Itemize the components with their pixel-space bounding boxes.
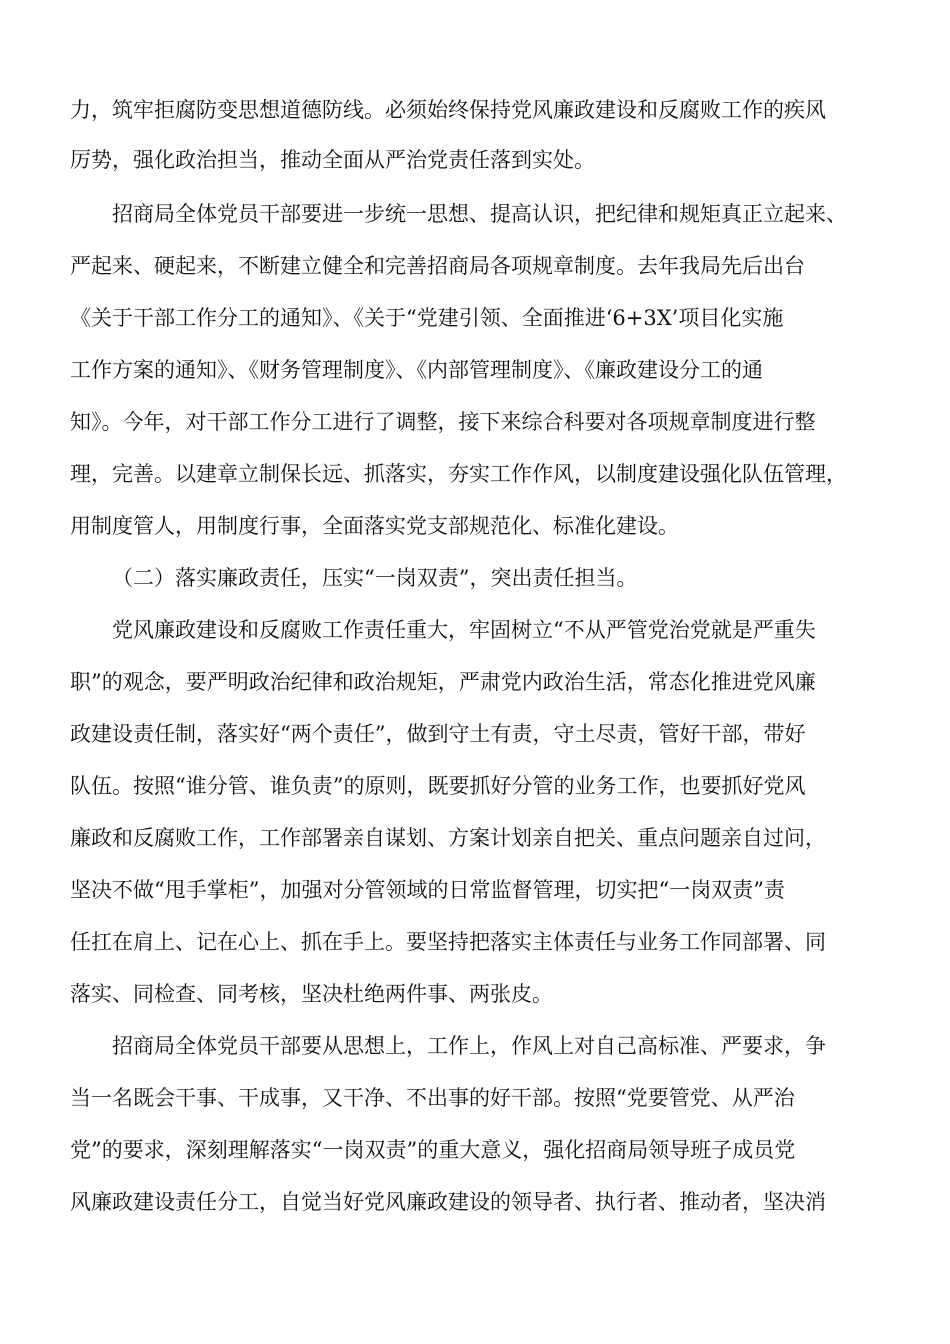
text-line [0, 248, 950, 284]
line-text: 用制度管人，用制度行事，全面落实党支部规范化、标准化建设。 [70, 514, 679, 538]
line-text: 工作方案的通知》、《财务管理制度》、《内部管理制度》、《廉政建设分工的通 [70, 358, 763, 382]
line-text: 队伍。按照“谁分管、谁负责”的原则，既要抓好分管的业务工作，也要抓好党风 [70, 774, 806, 798]
text-line [0, 508, 950, 544]
line-text: 《关于干部工作分工的通知》、《关于“党建引领、全面推进‘6+3X’项目化实施 [70, 306, 784, 330]
line-text: 招商局全体党员干部要进一步统一思想、提高认识，把纪律和规矩真正立起来、 [112, 202, 847, 226]
line-text: 当一名既会干事、干成事，又干净、不出事的好干部。按照“党要管党、从严治 [70, 1086, 795, 1110]
line-text: 力，筑牢拒腐防变思想道德防线。必须始终保持党风廉政建设和反腐败工作的疾风 [70, 98, 826, 122]
text-line [0, 92, 950, 128]
line-text: 理，完善。以建章立制保长远、抓落实，夯实工作作风，以制度建设强化队伍管理， [70, 462, 847, 486]
line-text: 坚决不做“甩手掌柜”，加强对分管领域的日常监督管理，切实把“一岗双责”责 [70, 878, 785, 902]
line-text: 厉势，强化政治担当，推动全面从严治党责任落到实处。 [70, 148, 595, 172]
line-text: 落实、同检查、同考核，坚决杜绝两件事、两张皮。 [70, 982, 553, 1006]
line-text: 职”的观念，要严明政治纪律和政治规矩，严肃党内政治生活，常态化推进党风廉 [70, 670, 816, 694]
line-text: 招商局全体党员干部要从思想上，工作上，作风上对自己高标准、严要求，争 [112, 1034, 826, 1058]
line-text: 严起来、硬起来，不断建立健全和完善招商局各项规章制度。去年我局先后出台 [70, 254, 805, 278]
line-text: 风廉政建设责任分工，自觉当好党风廉政建设的领导者、执行者、推动者，坚决消 [70, 1190, 826, 1214]
text-line [0, 300, 950, 336]
text-line [0, 404, 950, 440]
line-text: 党”的要求，深刻理解落实“一岗双责”的重大意义，强化招商局领导班子成员党 [70, 1138, 796, 1162]
text-line [0, 768, 950, 804]
text-line [0, 820, 950, 856]
text-line [0, 196, 950, 232]
line-text: 知》。今年，对干部工作分工进行了调整，接下来综合科要对各项规章制度进行整 [70, 410, 816, 434]
text-line [0, 352, 950, 388]
line-text: 党风廉政建设和反腐败工作责任重大，牢固树立“不从严管党治党就是严重失 [112, 618, 816, 642]
text-line [0, 456, 950, 492]
text-line [0, 612, 950, 648]
text-line [0, 664, 950, 700]
line-text: （二）落实廉政责任，压实“一岗双责”，突出责任担当。 [112, 566, 638, 590]
section-heading [0, 560, 950, 596]
text-line [0, 716, 950, 752]
line-text: 任扛在肩上、记在心上、抓在手上。要坚持把落实主体责任与业务工作同部署、同 [70, 930, 826, 954]
text-line [0, 924, 950, 960]
text-line [0, 1028, 950, 1064]
text-line [0, 1132, 950, 1168]
line-text: 政建设责任制，落实好“两个责任”，做到守土有责，守土尽责，管好干部，带好 [70, 722, 806, 746]
text-line [0, 142, 950, 178]
text-line [0, 1184, 950, 1220]
text-line [0, 976, 950, 1012]
text-line [0, 1080, 950, 1116]
line-text: 廉政和反腐败工作，工作部署亲自谋划、方案计划亲自把关、重点问题亲自过问， [70, 826, 826, 850]
text-line [0, 872, 950, 908]
